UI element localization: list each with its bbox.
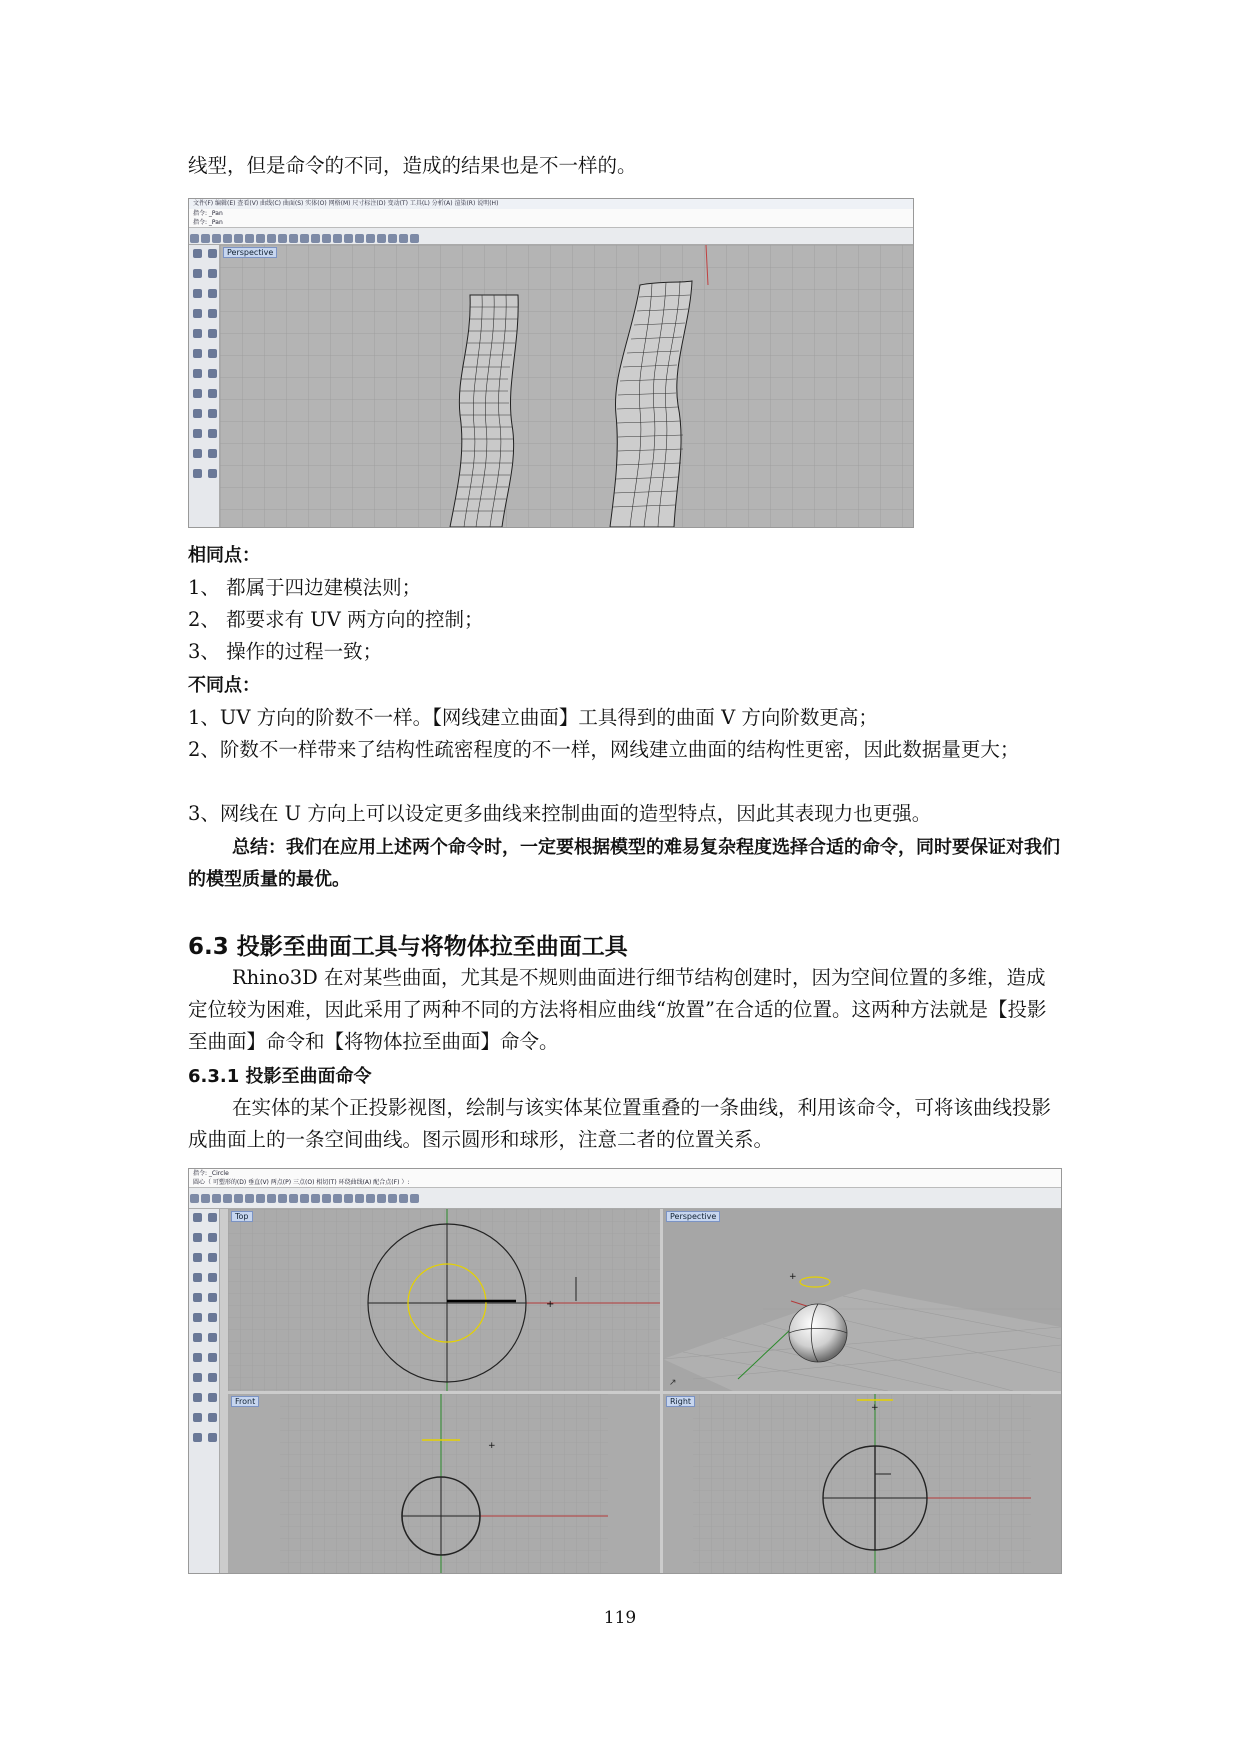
arc-icon[interactable] xyxy=(193,329,202,338)
transform-icon[interactable] xyxy=(193,1373,202,1382)
viewport-label-perspective[interactable]: Perspective xyxy=(666,1211,720,1222)
mesh-icon[interactable] xyxy=(208,389,217,398)
color-sphere-icon[interactable] xyxy=(377,1194,386,1203)
render-tool-icon[interactable] xyxy=(193,469,202,478)
surface-edit-icon[interactable] xyxy=(208,1313,217,1322)
surface-icon[interactable] xyxy=(193,1313,202,1322)
intro-text: 线型，但是命令的不同，造成的结果也是不一样的。 xyxy=(188,154,637,177)
front-view-scene xyxy=(228,1394,660,1573)
differences-heading: 不同点： xyxy=(188,675,260,696)
rectangle-icon[interactable] xyxy=(208,1273,217,1282)
surface-edit-icon[interactable] xyxy=(208,349,217,358)
zoom-window-icon[interactable] xyxy=(311,234,320,243)
cut-icon[interactable] xyxy=(234,234,243,243)
print-icon[interactable] xyxy=(223,234,232,243)
fillet-icon[interactable] xyxy=(208,1293,217,1302)
perspective-scene xyxy=(663,1209,1061,1391)
help-icon[interactable] xyxy=(410,1194,419,1203)
polygon-icon[interactable] xyxy=(193,309,202,318)
svg-text:↗: ↗ xyxy=(669,1378,677,1388)
polygon-icon[interactable] xyxy=(193,1273,202,1282)
svg-text:+: + xyxy=(789,1272,797,1282)
point-icon[interactable] xyxy=(208,1213,217,1222)
new-file-icon[interactable] xyxy=(190,234,199,243)
section-paragraph: Rhino3D 在对某些曲面，尤其是不规则曲面进行细节结构创建时，因为空间位置的多维，造成定位较为困难，因此采用了两种不同的方法将相应曲线“放置”在合适的位置。这两种方法就是【投影至曲面】命令和【将物体拉至曲面】命令。 xyxy=(188,966,1047,1053)
section-heading: 6.3 投影至曲面工具与将物体拉至曲面工具 xyxy=(188,934,628,960)
cut-icon[interactable] xyxy=(234,1194,243,1203)
viewport-label-top[interactable]: Top xyxy=(231,1211,253,1222)
circle-icon[interactable] xyxy=(193,289,202,298)
render-icon[interactable] xyxy=(388,1194,397,1203)
curve-icon[interactable] xyxy=(208,1233,217,1242)
fillet-icon[interactable] xyxy=(208,329,217,338)
menu-bar[interactable]: 文件(F) 编辑(E) 查看(V) 曲线(C) 曲面(S) 实体(O) 网格(M) 尺寸标注(D) 变动(T) 工具(L) 分析(A) 渲染(R) 说明(H) xyxy=(189,199,913,209)
page-number: 119 xyxy=(603,1608,637,1628)
svg-text:+: + xyxy=(546,1299,555,1310)
ellipse-icon[interactable] xyxy=(208,289,217,298)
paste-icon[interactable] xyxy=(256,1194,265,1203)
svg-text:+: + xyxy=(488,1441,496,1451)
similarity-item-2: 2、 都要求有 UV 两方向的控制； xyxy=(188,608,484,631)
boolean-icon[interactable] xyxy=(193,1353,202,1362)
undo-icon[interactable] xyxy=(267,1194,276,1203)
save-icon[interactable] xyxy=(212,234,221,243)
print-icon[interactable] xyxy=(223,1194,232,1203)
zoom-icon[interactable] xyxy=(300,234,309,243)
viewport-label-right[interactable]: Right xyxy=(666,1396,695,1407)
new-file-icon[interactable] xyxy=(190,1194,199,1203)
analyze-icon[interactable] xyxy=(208,429,217,438)
command-prompt[interactable]: 指令: _Pan xyxy=(189,218,913,228)
group-icon[interactable] xyxy=(193,1393,202,1402)
rotate-icon[interactable] xyxy=(289,234,298,243)
grid-icon[interactable] xyxy=(333,234,342,243)
perspective-scene xyxy=(220,245,913,527)
copy-icon[interactable] xyxy=(245,1194,254,1203)
viewport-label-perspective[interactable]: Perspective xyxy=(223,247,277,258)
viewport-label-front[interactable]: Front xyxy=(231,1396,259,1407)
grid-icon[interactable] xyxy=(333,1194,342,1203)
zoom-icon[interactable] xyxy=(300,1194,309,1203)
viewport-top[interactable] xyxy=(228,1209,660,1391)
light-icon[interactable] xyxy=(355,1194,364,1203)
solid-edit-icon[interactable] xyxy=(208,369,217,378)
settings-icon[interactable] xyxy=(399,1194,408,1203)
difference-item-2: 2、阶数不一样带来了结构性疏密程度的不一样，网线建立曲面的结构性更密，因此数据量更大； xyxy=(188,738,1020,761)
color-sphere-icon[interactable] xyxy=(377,234,386,243)
open-file-icon[interactable] xyxy=(201,234,210,243)
similarity-item-3: 3、 操作的过程一致； xyxy=(188,640,383,663)
select-icon[interactable] xyxy=(193,249,202,258)
open-file-icon[interactable] xyxy=(201,1194,210,1203)
subsection-paragraph: 在实体的某个正投影视图，绘制与该实体某位置重叠的一条曲线，利用该命令，可将该曲线投影成曲面上的一条空间曲线。图示圆形和球形，注意二者的位置关系。 xyxy=(188,1096,1052,1151)
command-history: 指令: _Circle xyxy=(189,1169,1061,1179)
transform-icon[interactable] xyxy=(193,409,202,418)
dimension-icon[interactable] xyxy=(193,449,202,458)
polyline-icon[interactable] xyxy=(193,1233,202,1242)
select-icon[interactable] xyxy=(193,1213,202,1222)
analyze-icon[interactable] xyxy=(208,1393,217,1402)
polyline-icon[interactable] xyxy=(193,269,202,278)
undo-icon[interactable] xyxy=(267,234,276,243)
array-icon[interactable] xyxy=(208,409,217,418)
paste-icon[interactable] xyxy=(256,234,265,243)
point-icon[interactable] xyxy=(208,249,217,258)
render-icon[interactable] xyxy=(388,234,397,243)
boolean-icon[interactable] xyxy=(193,389,202,398)
render-tool-icon[interactable] xyxy=(193,1433,202,1442)
curve-icon[interactable] xyxy=(208,269,217,278)
subsection-heading: 6.3.1 投影至曲面命令 xyxy=(188,1066,372,1087)
sphere xyxy=(789,1304,847,1362)
car-icon[interactable] xyxy=(344,1194,353,1203)
dimension-icon[interactable] xyxy=(193,1413,202,1422)
viewport-perspective[interactable] xyxy=(220,245,913,527)
main-toolbar[interactable] xyxy=(189,1188,1061,1209)
rhino-screenshot-loft-vs-network xyxy=(188,198,914,528)
similarities-heading: 相同点： xyxy=(188,545,260,566)
zoom-window-icon[interactable] xyxy=(311,1194,320,1203)
surface-icon[interactable] xyxy=(193,349,202,358)
svg-text:+: + xyxy=(871,1403,879,1413)
copy-icon[interactable] xyxy=(245,234,254,243)
summary-paragraph: 总结：我们在应用上述两个命令时，一定要根据模型的难易复杂程度选择合适的命令，同时要保证对我们的模型质量的最优。 xyxy=(188,837,1060,890)
solid-icon[interactable] xyxy=(193,1333,202,1342)
group-icon[interactable] xyxy=(193,429,202,438)
rotate-icon[interactable] xyxy=(289,1194,298,1203)
mesh-icon[interactable] xyxy=(208,1353,217,1362)
pan-icon[interactable] xyxy=(278,1194,287,1203)
lock-icon[interactable] xyxy=(366,1194,375,1203)
rhino-screenshot-four-views xyxy=(188,1168,1062,1574)
circle-icon[interactable] xyxy=(193,1253,202,1262)
viewport-front[interactable] xyxy=(228,1394,660,1573)
solid-icon[interactable] xyxy=(193,369,202,378)
car-icon[interactable] xyxy=(344,234,353,243)
viewport-right[interactable] xyxy=(663,1394,1061,1573)
command-prompt[interactable]: 圆心（ 可塑形的(D) 垂直(V) 两点(P) 三点(O) 相切(T) 环绕曲线(A) 配合点(F) ）: xyxy=(189,1178,1061,1188)
arc-icon[interactable] xyxy=(193,1293,202,1302)
light-icon[interactable] xyxy=(355,234,364,243)
cplane-icon[interactable] xyxy=(208,469,217,478)
difference-item-1: 1、UV 方向的阶数不一样。【网线建立曲面】工具得到的曲面 V 方向阶数更高； xyxy=(188,706,878,729)
tool-sidebar[interactable] xyxy=(189,245,220,527)
viewport-perspective[interactable] xyxy=(663,1209,1061,1391)
similarity-item-1: 1、 都属于四边建模法则； xyxy=(188,576,422,599)
text-icon[interactable] xyxy=(208,449,217,458)
text-icon[interactable] xyxy=(208,1413,217,1422)
settings-icon[interactable] xyxy=(399,234,408,243)
zoom-extents-icon[interactable] xyxy=(322,1194,331,1203)
help-icon[interactable] xyxy=(410,234,419,243)
difference-item-3: 3、网线在 U 方向上可以设定更多曲线来控制曲面的造型特点，因此其表现力也更强。 xyxy=(188,802,932,825)
rectangle-icon[interactable] xyxy=(208,309,217,318)
tool-sidebar[interactable] xyxy=(189,1209,220,1573)
command-history: 指令: _Pan xyxy=(189,209,913,219)
top-view-scene xyxy=(228,1209,660,1391)
main-toolbar[interactable] xyxy=(189,228,913,245)
zoom-extents-icon[interactable] xyxy=(322,234,331,243)
array-icon[interactable] xyxy=(208,1373,217,1382)
pan-icon[interactable] xyxy=(278,234,287,243)
solid-edit-icon[interactable] xyxy=(208,1333,217,1342)
cplane-icon[interactable] xyxy=(208,1433,217,1442)
right-view-scene xyxy=(663,1394,1061,1573)
save-icon[interactable] xyxy=(212,1194,221,1203)
lock-icon[interactable] xyxy=(366,234,375,243)
ellipse-icon[interactable] xyxy=(208,1253,217,1262)
